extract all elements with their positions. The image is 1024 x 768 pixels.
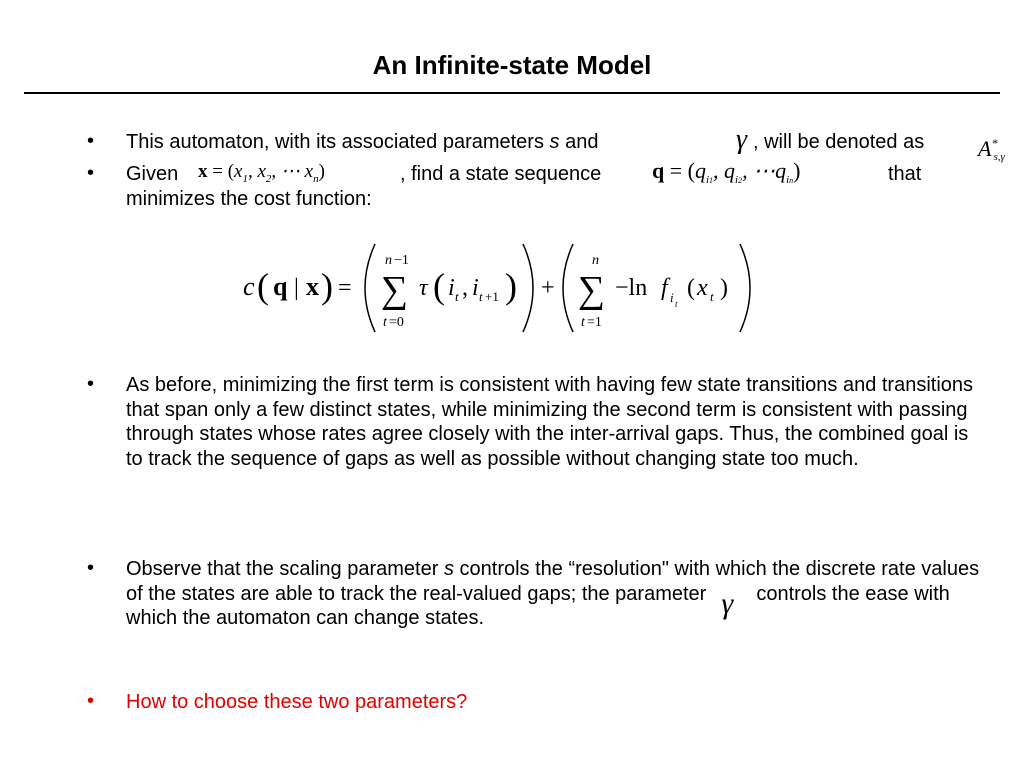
svg-text:t: t	[455, 289, 459, 304]
slide-title: An Infinite-state Model	[372, 50, 652, 80]
svg-text:+: +	[541, 275, 555, 301]
svg-text:(: (	[687, 275, 695, 301]
svg-text:=1: =1	[587, 315, 602, 330]
bullet-4-part-2: controls the “resolution" with which the discrete rate values of the states are able to track the real-valued gaps; the parameter	[126, 558, 980, 605]
bullet-3-text: As before, minimizing the first term is consistent with having few state transitions and transitions that span only a few distinct states, while minimizing the second term is consistent with passing through states whose rates agree closely with the inter-arrival gaps. Thus, the combined goal is to track the sequence of gaps as well as possible without changing state too much.	[126, 374, 974, 470]
svg-text:t: t	[383, 315, 387, 330]
svg-text:t: t	[710, 289, 714, 304]
svg-text:∑: ∑	[578, 269, 606, 311]
svg-text:x: x	[306, 272, 319, 301]
automaton-symbol: A*s,γ	[978, 136, 1005, 163]
gamma-symbol: γ	[721, 586, 734, 620]
bullet-1-part-2: and	[559, 131, 599, 153]
bullet-4-text	[126, 557, 986, 631]
bullet-marker: •	[87, 130, 95, 152]
bullet-marker: •	[87, 373, 95, 395]
bullet-2-that: that	[888, 163, 922, 185]
bullet-1-part-1: This automaton, with its associated parameters	[126, 131, 550, 153]
bullet-4-part-3: controls the ease with which the automaton can change states.	[126, 582, 950, 629]
svg-text:(: (	[257, 266, 269, 306]
svg-text:): )	[321, 266, 333, 306]
svg-text:(: (	[433, 266, 445, 306]
bullet-1-part-3: , will be denoted as	[753, 131, 925, 153]
svg-text:∑: ∑	[381, 269, 409, 311]
bullet-4-part-1: Observe that the scaling parameter	[126, 558, 444, 580]
bullet-2-line-2: minimizes the cost function:	[126, 188, 372, 210]
x-vector-formula: $x = (x_1$, $x_2$, ⋯ $x_n$)	[198, 161, 325, 185]
svg-text:q: q	[273, 272, 288, 301]
svg-text:t: t	[479, 289, 483, 304]
bullet-marker: •	[87, 690, 95, 712]
svg-text:n: n	[385, 253, 392, 268]
svg-text:f: f	[661, 275, 668, 301]
svg-text:+1: +1	[485, 289, 499, 304]
title-underline	[24, 92, 1000, 94]
svg-text:−ln: −ln	[615, 275, 648, 301]
bullet-2-given: Given	[126, 163, 179, 185]
svg-text:,: ,	[462, 275, 468, 301]
svg-text:=: =	[338, 275, 352, 301]
svg-text:): )	[505, 266, 517, 306]
svg-text:τ: τ	[419, 275, 428, 301]
param-s: s	[549, 131, 560, 153]
svg-text:|: |	[294, 275, 299, 301]
svg-text:=0: =0	[389, 315, 404, 330]
svg-text:i: i	[472, 275, 479, 301]
gamma-symbol: γ	[736, 124, 748, 155]
svg-text:−1: −1	[394, 253, 409, 268]
bullet-2-find: , find a state sequence	[400, 163, 602, 185]
svg-text:t: t	[581, 315, 585, 330]
bullet-marker: •	[87, 162, 95, 184]
q-sequence-formula: $q = (q_{i1}$, $q_{i2}$, $\cdots q_{in}$)	[652, 158, 801, 187]
cost-function-equation	[235, 238, 765, 338]
svg-text:c: c	[243, 272, 255, 301]
svg-text:i: i	[670, 290, 674, 305]
svg-text:i: i	[448, 275, 455, 301]
svg-text:): )	[720, 275, 728, 301]
svg-text:x: x	[697, 275, 708, 301]
param-s: s	[443, 558, 454, 580]
bullet-1-text	[126, 130, 598, 155]
svg-text:n: n	[592, 253, 599, 268]
svg-text:t: t	[675, 299, 678, 309]
bullet-marker: •	[87, 557, 95, 579]
bullet-5-text: How to choose these two parameters?	[126, 691, 468, 713]
